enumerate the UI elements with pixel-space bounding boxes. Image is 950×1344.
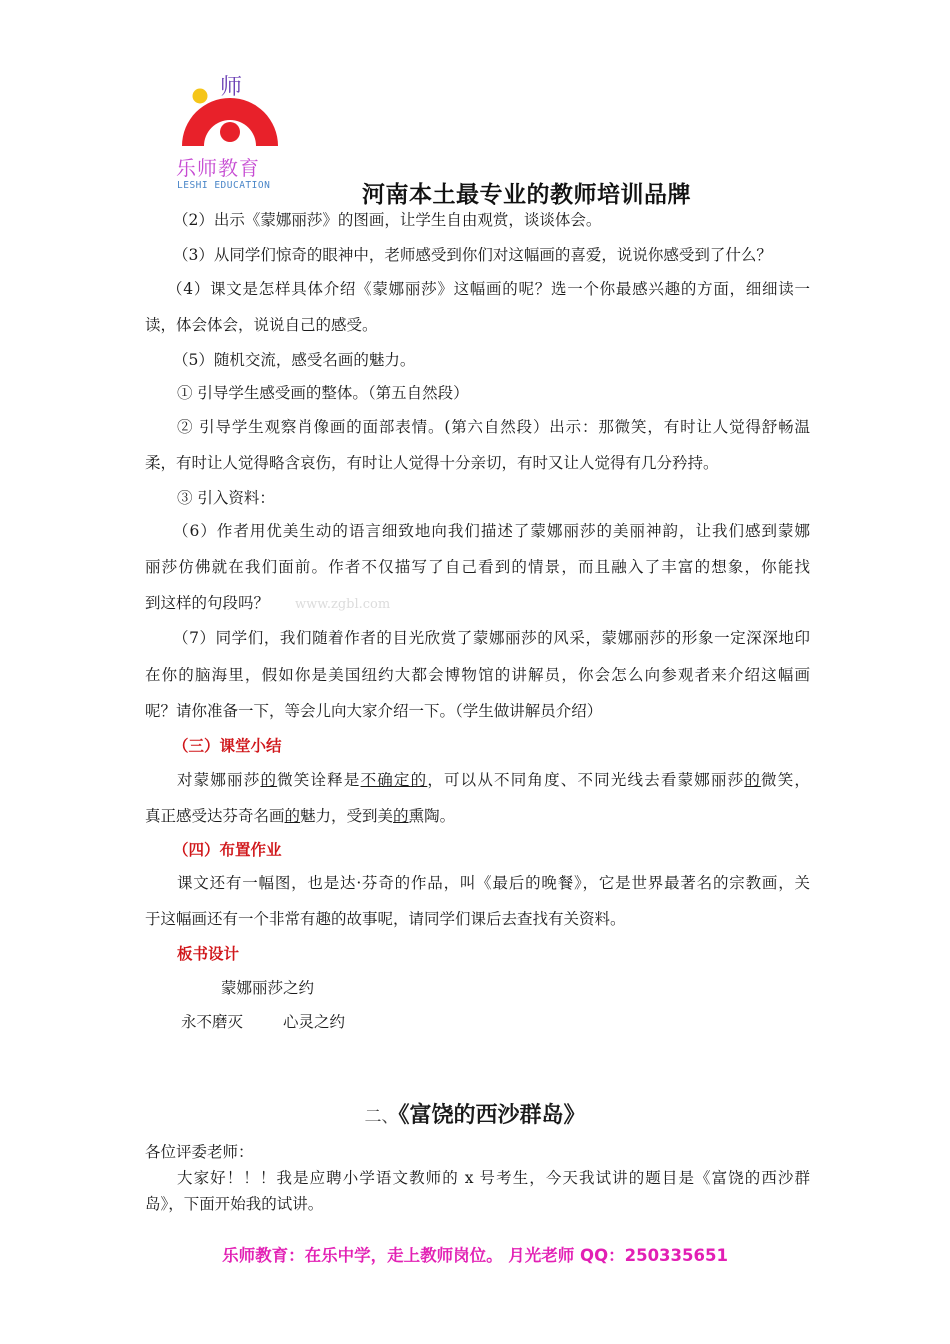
step-6-line3-text: 到这样的句段吗？ bbox=[145, 594, 270, 612]
logo-name-en: LESHI EDUCATION bbox=[177, 180, 271, 191]
step-5-3: ③ 引入资料： bbox=[177, 489, 275, 507]
summary-seg: 对蒙娜丽莎 bbox=[177, 771, 261, 789]
step-4-line1: （4）课文是怎样具体介绍《蒙娜丽莎》这幅画的呢？选一个你最感兴趣的方面，细细读一 bbox=[167, 280, 810, 298]
step-2: （2）出示《蒙娜丽莎》的图画，让学生自由观赏，谈谈体会。 bbox=[173, 211, 602, 229]
summary-line1 bbox=[177, 768, 810, 790]
summary-seg: 魅力，受到美 bbox=[300, 807, 394, 825]
lesson-2-title bbox=[0, 1098, 950, 1129]
summary-seg: ，可以从不同角度、不同光线去看蒙娜丽莎 bbox=[427, 771, 745, 789]
intro-line2: 岛》，下面开始我的试讲。 bbox=[145, 1195, 324, 1213]
homework-line2: 于这幅画还有一个非常有趣的故事呢，请同学们课后去查找有关资料。 bbox=[145, 910, 626, 928]
board-right: 心灵之约 bbox=[283, 1013, 346, 1031]
summary-underline: 的 bbox=[284, 807, 301, 825]
summary-seg: 微笑， bbox=[761, 771, 810, 789]
section-4-heading: （四）布置作业 bbox=[173, 841, 282, 859]
step-7-line2: 在你的脑海里，假如你是美国纽约大都会博物馆的讲解员，你会怎么向参观者来介绍这幅画 bbox=[145, 666, 810, 684]
page-footer: 乐师教育：在乐中学，走上教师岗位。 月光老师 QQ：250335651 bbox=[222, 1246, 728, 1265]
summary-seg: 熏陶。 bbox=[408, 807, 456, 825]
step-5: （5）随机交流，感受名画的魅力。 bbox=[173, 351, 416, 369]
summary-seg: 真正感受达芬奇名画 bbox=[145, 807, 285, 825]
step-5-1: ① 引导学生感受画的整体。（第五自然段） bbox=[177, 384, 469, 402]
summary-underline: 的 bbox=[260, 771, 278, 789]
section-3-heading: （三）课堂小结 bbox=[173, 737, 282, 755]
summary-seg: 微笑诠释是 bbox=[277, 771, 361, 789]
logo-name-cn: 乐师教育 bbox=[176, 156, 260, 180]
step-7-line1: （7）同学们，我们随着作者的目光欣赏了蒙娜丽莎的风采，蒙娜丽莎的形象一定深深地印 bbox=[173, 629, 810, 647]
board-heading: 板书设计 bbox=[177, 945, 240, 963]
board-left: 永不磨灭 bbox=[181, 1013, 244, 1031]
watermark: www.zgbl.com bbox=[295, 597, 391, 612]
summary-underline: 的 bbox=[744, 771, 762, 789]
summary-underline: 的 bbox=[410, 771, 428, 789]
summary-underline: 不确定 bbox=[360, 771, 411, 789]
step-5-2-line2: 柔，有时让人觉得略含哀伤，有时让人觉得十分亲切，有时又让人觉得有几分矜持。 bbox=[145, 454, 719, 472]
step-7-line3: 呢？请你准备一下，等会儿向大家介绍一下。（学生做讲解员介绍） bbox=[145, 702, 603, 720]
board-title: 蒙娜丽莎之约 bbox=[221, 979, 315, 997]
summary-line2 bbox=[145, 804, 810, 826]
step-6-line1: （6）作者用优美生动的语言细致地向我们描述了蒙娜丽莎的美丽神韵，让我们感到蒙娜 bbox=[173, 522, 810, 540]
step-6-line2: 丽莎仿佛就在我们面前。作者不仅描写了自己看到的情景，而且融入了丰富的想象，你能找 bbox=[145, 558, 810, 576]
intro-line1: 大家好！！！我是应聘小学语文教师的 x 号考生，今天我试讲的题目是《富饶的西沙群 bbox=[177, 1169, 810, 1187]
greeting: 各位评委老师： bbox=[145, 1143, 254, 1161]
lesson-2-number: 二、 bbox=[364, 1107, 399, 1127]
lesson-2-name: 《富饶的西沙群岛》 bbox=[398, 1102, 586, 1128]
step-5-2-line1: ② 引导学生观察肖像画的面部表情。(第六自然段）出示：那微笑，有时让人觉得舒畅温 bbox=[177, 418, 810, 436]
step-4-line2: 读，体会体会，说说自己的感受。 bbox=[145, 316, 378, 334]
step-3: （3）从同学们惊奇的眼神中，老师感受到你们对这幅画的喜爱，说说你感受到了什么？ bbox=[173, 246, 772, 264]
logo-char: 师 bbox=[220, 75, 243, 100]
brand-title: 河南本土最专业的教师培训品牌 bbox=[362, 181, 691, 208]
summary-underline: 的 bbox=[393, 807, 409, 825]
homework-line1: 课文还有一幅图，也是达·芬奇的作品，叫《最后的晚餐》，它是世界最著名的宗教画，关 bbox=[177, 874, 810, 892]
step-6-line3 bbox=[145, 591, 810, 613]
